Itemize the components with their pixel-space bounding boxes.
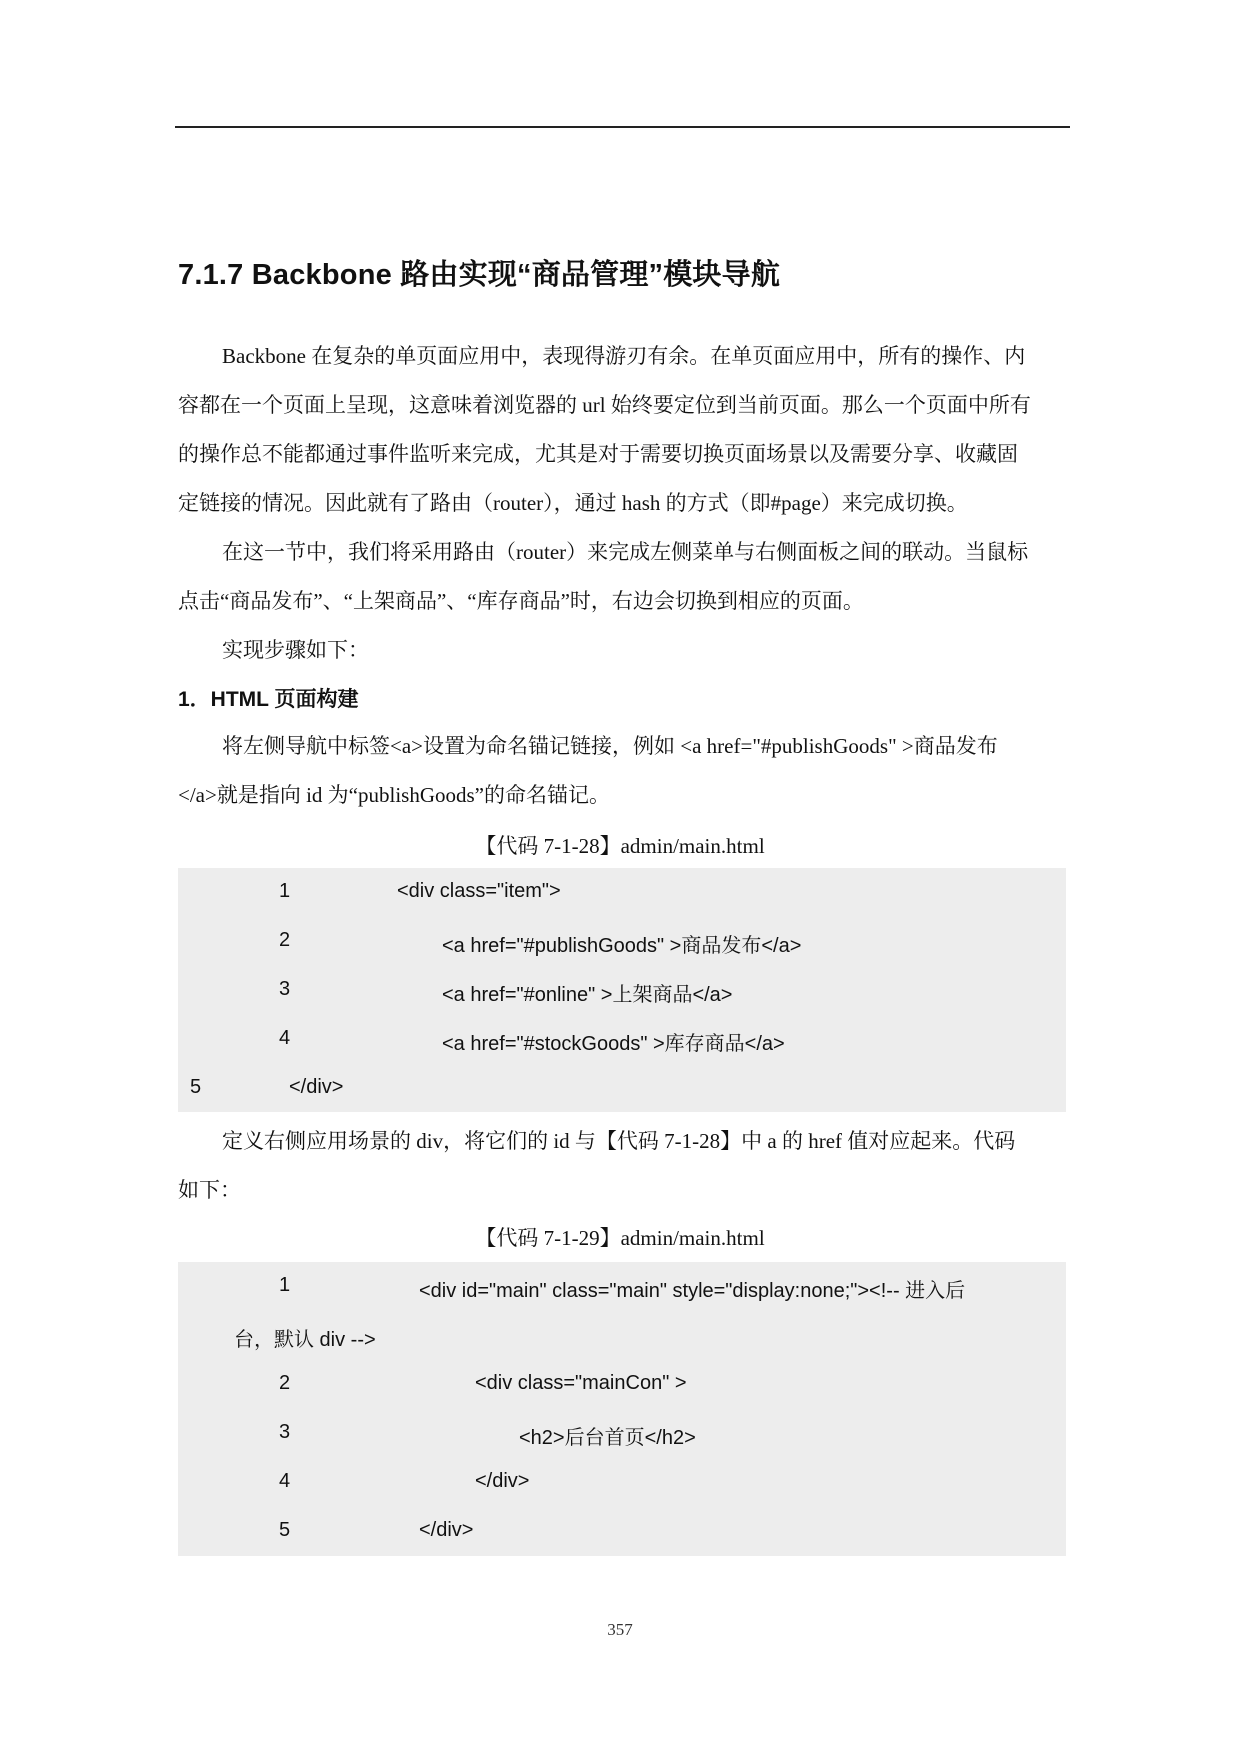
line-number: 2 <box>279 929 291 951</box>
page-number: 357 <box>607 1620 633 1639</box>
paragraph-intro-cont <box>178 381 1068 528</box>
line-number: 1 <box>279 880 291 902</box>
line-number: 3 <box>279 1421 291 1443</box>
code-text: <div class="mainCon" > <box>475 1372 687 1394</box>
code-text: <a href="#publishGoods" >商品发布</a> <box>442 935 802 957</box>
line-number: 5 <box>279 1519 291 1541</box>
code-text: <h2>后台首页</h2> <box>519 1427 696 1449</box>
code-text: <a href="#online" >上架商品</a> <box>442 984 733 1006</box>
paragraph-line: 定链接的情况。因此就有了路由（router），通过 hash 的方式（即#page）来完成切换。 <box>178 491 968 515</box>
line-number: 1 <box>279 1274 291 1296</box>
paragraph-line: 如下： <box>178 1178 241 1202</box>
code-text: </div> <box>475 1470 530 1492</box>
paragraph-line: 容都在一个页面上呈现，这意味着浏览器的 url 始终要定位到当前页面。那么一个页面中所有 <box>178 393 1031 417</box>
code-text: <div id="main" class="main" style="display:none;"><!-- 进入后 <box>419 1280 966 1302</box>
line-number: 4 <box>279 1470 291 1492</box>
code-caption-2: 【代码 7-1-29】admin/main.html <box>475 1226 765 1250</box>
paragraph-line: 在这一节中，我们将采用路由（router）来完成左侧菜单与右侧面板之间的联动。当鼠标 <box>222 540 1029 564</box>
paragraph-line: 实现步骤如下： <box>222 638 369 662</box>
paragraph-line: </a>就是指向 id 为“publishGoods”的命名锚记。 <box>178 783 610 807</box>
paragraph-anchor-cont <box>178 771 1068 820</box>
code-text: </div> <box>289 1076 344 1098</box>
section-title: 7.1.7 Backbone 路由实现“商品管理”模块导航 <box>178 259 781 291</box>
code-text: <div class="item"> <box>397 880 561 902</box>
paragraph-anchor <box>178 722 1112 771</box>
paragraph-router-cont <box>178 577 1068 626</box>
code-text: </div> <box>419 1519 474 1541</box>
paragraph-steps <box>178 626 1112 675</box>
line-number: 2 <box>279 1372 291 1394</box>
step1-heading: 1．HTML 页面构建 <box>178 688 359 711</box>
line-number: 5 <box>190 1076 202 1098</box>
paragraph-intro <box>178 332 1112 381</box>
line-number: 3 <box>279 978 291 1000</box>
code-block-2 <box>178 1262 1066 1556</box>
paragraph-line: Backbone 在复杂的单页面应用中，表现得游刃有余。在单页面应用中，所有的操作、内 <box>222 344 1026 368</box>
line-number: 4 <box>279 1027 291 1049</box>
paragraph-line: 将左侧导航中标签<a>设置为命名锚记链接，例如 <a href="#publishGoods" >商品发布 <box>222 734 998 758</box>
paragraph-div-def <box>178 1117 1112 1166</box>
header-rule <box>175 126 1070 128</box>
paragraph-line: 的操作总不能都通过事件监听来完成，尤其是对于需要切换页面场景以及需要分享、收藏固 <box>178 442 1018 466</box>
code-block-1 <box>178 868 1066 1112</box>
paragraph-line: 定义右侧应用场景的 div，将它们的 id 与【代码 7-1-28】中 a 的 href 值对应起来。代码 <box>222 1129 1016 1153</box>
code-caption-1: 【代码 7-1-28】admin/main.html <box>475 834 765 858</box>
code-text: <a href="#stockGoods" >库存商品</a> <box>442 1033 785 1055</box>
paragraph-div-def-cont <box>178 1166 1068 1215</box>
paragraph-router <box>178 528 1112 577</box>
code-text: 台，默认 div --> <box>234 1329 376 1351</box>
paragraph-line: 点击“商品发布”、“上架商品”、“库存商品”时，右边会切换到相应的页面。 <box>178 589 864 613</box>
